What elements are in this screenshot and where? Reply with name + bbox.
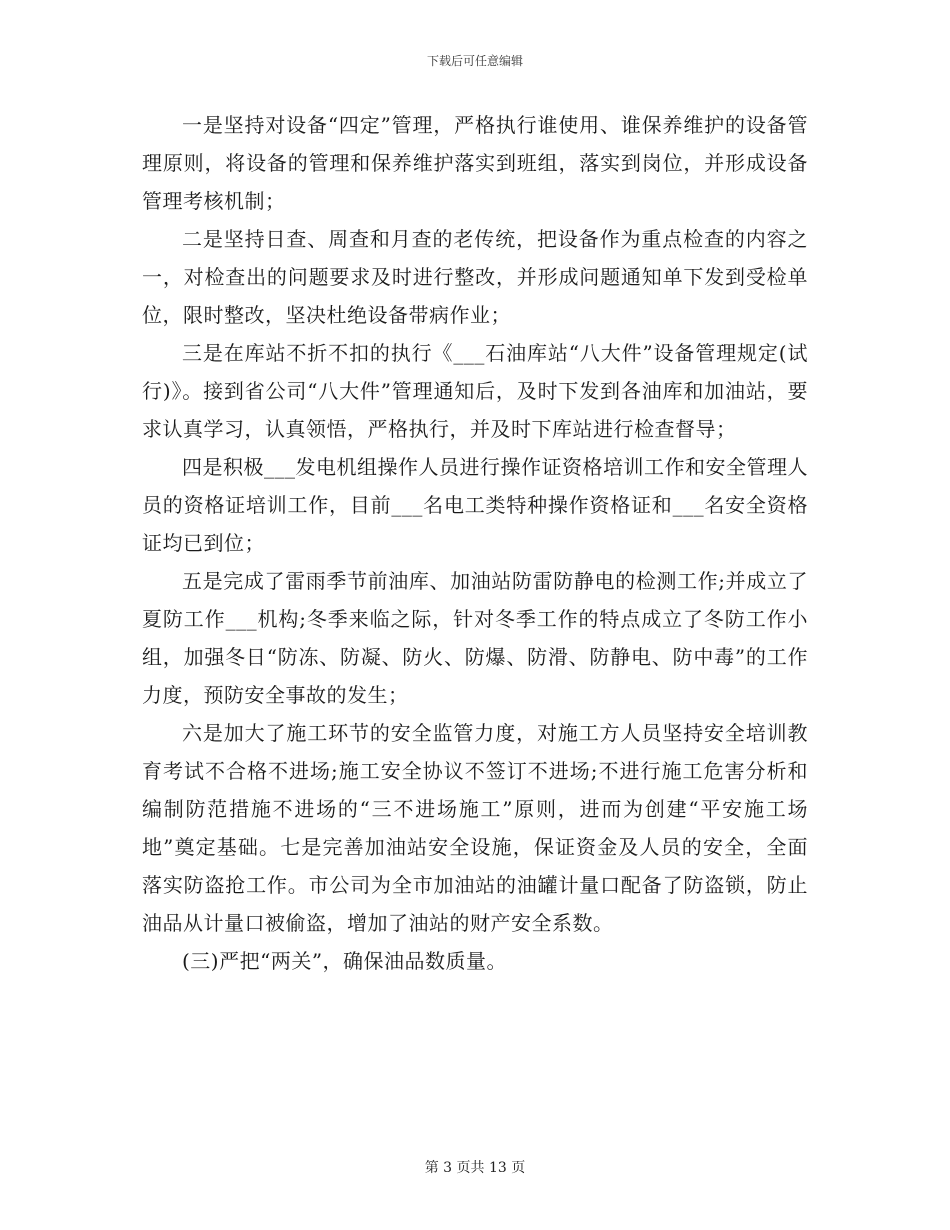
- document-body: [142, 106, 808, 980]
- page-header-note: 下载后可任意编辑: [426, 54, 523, 68]
- paragraph-3: 三是在库站不折不扣的执行《___石油库站“八大件”设备管理规定(试行)》。接到省公司“八大件”管理通知后，及时下发到各油库和加油站，要求认真学习，认真领悟，严格执行，并及时下库站进行检查督导；: [142, 341, 808, 441]
- section-heading: (三)严把“两关”，确保油品数质量。: [182, 949, 508, 973]
- paragraph-1: 一是坚持对设备“四定”管理，严格执行谁使用、谁保养维护的设备管理原则，将设备的管理和保养维护落实到班组，落实到岗位，并形成设备管理考核机制；: [142, 113, 808, 213]
- paragraph-6: 六是加大了施工环节的安全监管力度，对施工方人员坚持安全培训教育考试不合格不进场;施工安全协议不签订不进场;不进行施工危害分析和编制防范措施不进场的“三不进场施工”原则，进而为创建“平安施工场地”奠定基础。七是完善加油站安全设施，保证资金及人员的安全，全面落实防盗抢工作。市公司为全市加油站的油罐计量口配备了防盗锁，防止油品从计量口被偷盗，增加了油站的财产安全系数。: [142, 721, 808, 935]
- paragraph-5: 五是完成了雷雨季节前油库、加油站防雷防静电的检测工作;并成立了夏防工作___机构;冬季来临之际，针对冬季工作的特点成立了冬防工作小组，加强冬日“防冻、防凝、防火、防爆、防滑、防静电、防中毒”的工作力度，预防安全事故的发生；: [142, 569, 808, 707]
- paragraph-2: 二是坚持日查、周查和月查的老传统，把设备作为重点检查的内容之一，对检查出的问题要求及时进行整改，并形成问题通知单下发到受检单位，限时整改，坚决杜绝设备带病作业；: [142, 227, 808, 327]
- paragraph-4: 四是积极___发电机组操作人员进行操作证资格培训工作和安全管理人员的资格证培训工作，目前___名电工类特种操作资格证和___名安全资格证均已到位；: [142, 455, 808, 555]
- page-number: 第 3 页共 13 页: [424, 1160, 526, 1176]
